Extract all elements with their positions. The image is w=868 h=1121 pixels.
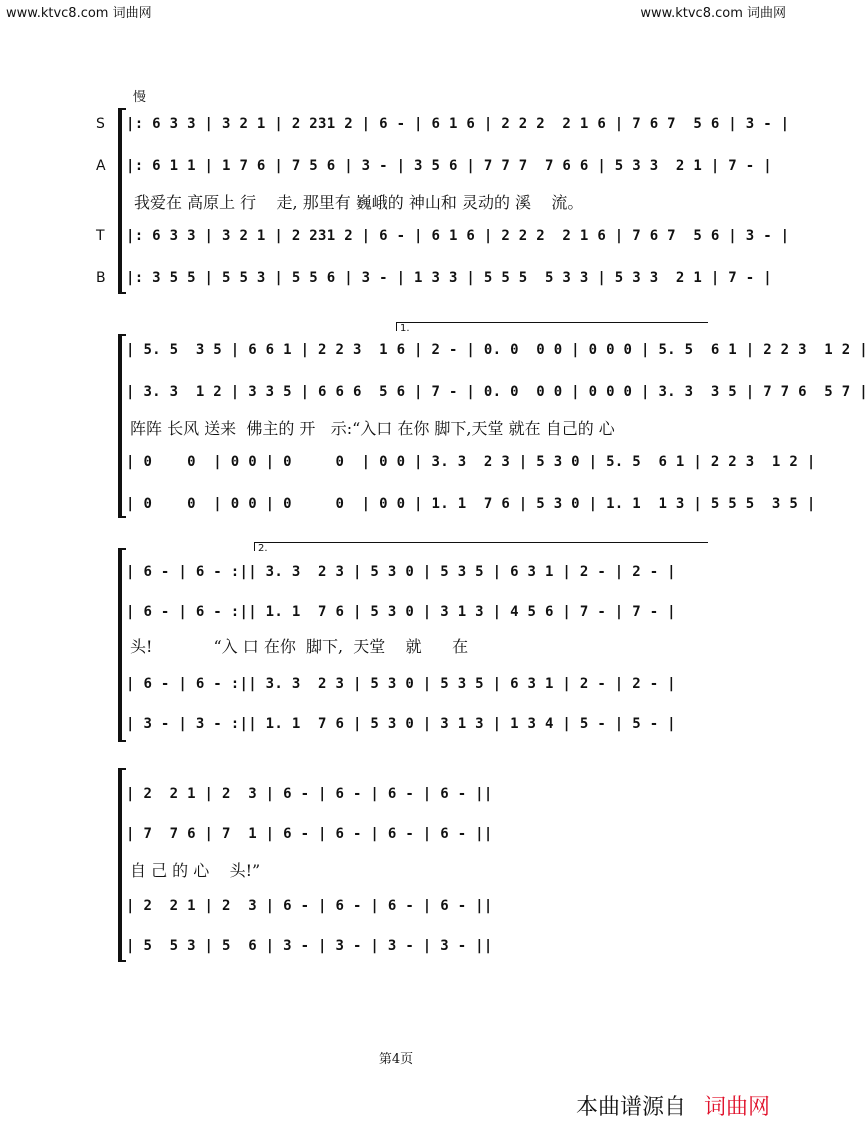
system3-alto: | 6 - | 6 - :|| 1. 1 7 6 | 5 3 0 | 3 1 3 | 4 5 6 | 7 - | 7 - |: [126, 604, 676, 620]
volta-2: 2.: [254, 542, 708, 551]
system4-alto: | 7 7 6 | 7 1 | 6 - | 6 - | 6 - | 6 - ||: [126, 826, 493, 842]
system2-bass: | 0 0 | 0 0 | 0 0 | 0 0 | 1. 1 7 6 | 5 3 0 | 1. 1 1 3 | 5 5 5 3 5 |: [126, 496, 816, 512]
tempo-marking: 慢: [133, 90, 147, 105]
source-credit: [576, 1090, 770, 1121]
volta-1: 1.: [396, 322, 708, 331]
system-brace-3: [118, 548, 122, 742]
system2-lyric: 阵阵 长风 送来 佛主的 开 示:“入口 在你 脚下,天堂 就在 自己的 心: [130, 419, 615, 438]
system1-alto: |: 6 1 1 | 1 7 6 | 7 5 6 | 3 - | 3 5 6 | 7 7 7 7 6 6 | 5 3 3 2 1 | 7 - |: [126, 158, 772, 174]
system3-soprano: | 6 - | 6 - :|| 3. 3 2 3 | 5 3 0 | 5 3 5 | 6 3 1 | 2 - | 2 - |: [126, 564, 676, 580]
system1-bass: |: 3 5 5 | 5 5 3 | 5 5 6 | 3 - | 1 3 3 | 5 5 5 5 3 3 | 5 3 3 2 1 | 7 - |: [126, 270, 772, 286]
part-label-t: T: [96, 228, 105, 244]
system4-bass: | 5 5 3 | 5 6 | 3 - | 3 - | 3 - | 3 - ||: [126, 938, 493, 954]
system1-tenor: |: 6 3 3 | 3 2 1 | 2 231 2 | 6 - | 6 1 6 | 2 2 2 2 1 6 | 7 6 7 5 6 | 3 - |: [126, 228, 790, 244]
system3-bass: | 3 - | 3 - :|| 1. 1 7 6 | 5 3 0 | 3 1 3 | 1 3 4 | 5 - | 5 - |: [126, 716, 676, 732]
page-number: 第4页: [378, 1052, 414, 1067]
header-right-site: www.ktvc8.com 词曲网: [640, 6, 786, 21]
source-label: 本曲谱源自: [575, 1095, 686, 1120]
part-label-b: B: [96, 270, 106, 286]
system4-lyric: 自 己 的 心 头!”: [130, 861, 261, 880]
system-brace-4: [118, 768, 122, 962]
system-brace-1: [118, 108, 122, 294]
part-label-a: A: [96, 158, 106, 174]
system1-lyric: 我爱在 高原上 行 走, 那里有 巍峨的 神山和 灵动的 溪 流。: [134, 193, 584, 212]
system1-soprano: |: 6 3 3 | 3 2 1 | 2 231 2 | 6 - | 6 1 6 | 2 2 2 2 1 6 | 7 6 7 5 6 | 3 - |: [126, 116, 790, 132]
system3-tenor: | 6 - | 6 - :|| 3. 3 2 3 | 5 3 0 | 5 3 5 | 6 3 1 | 2 - | 2 - |: [126, 676, 676, 692]
part-label-s: S: [96, 116, 105, 132]
system-brace-2: [118, 334, 122, 518]
system3-lyric: 头! “入 口 在你 脚下, 天堂 就 在: [130, 637, 469, 656]
system4-soprano: | 2 2 1 | 2 3 | 6 - | 6 - | 6 - | 6 - ||: [126, 786, 493, 802]
system2-tenor: | 0 0 | 0 0 | 0 0 | 0 0 | 3. 3 2 3 | 5 3 0 | 5. 5 6 1 | 2 2 3 1 2 |: [126, 454, 816, 470]
system2-alto: | 3. 3 1 2 | 3 3 5 | 6 6 6 5 6 | 7 - | 0. 0 0 0 | 0 0 0 | 3. 3 3 5 | 7 7 6 5 7 |: [126, 384, 868, 400]
header-left-site: www.ktvc8.com 词曲网: [6, 6, 152, 21]
system4-tenor: | 2 2 1 | 2 3 | 6 - | 6 - | 6 - | 6 - ||: [126, 898, 493, 914]
system2-soprano: | 5. 5 3 5 | 6 6 1 | 2 2 3 1 6 | 2 - | 0. 0 0 0 | 0 0 0 | 5. 5 6 1 | 2 2 3 1 2 |: [126, 342, 868, 358]
source-site: 词曲网: [703, 1095, 770, 1120]
